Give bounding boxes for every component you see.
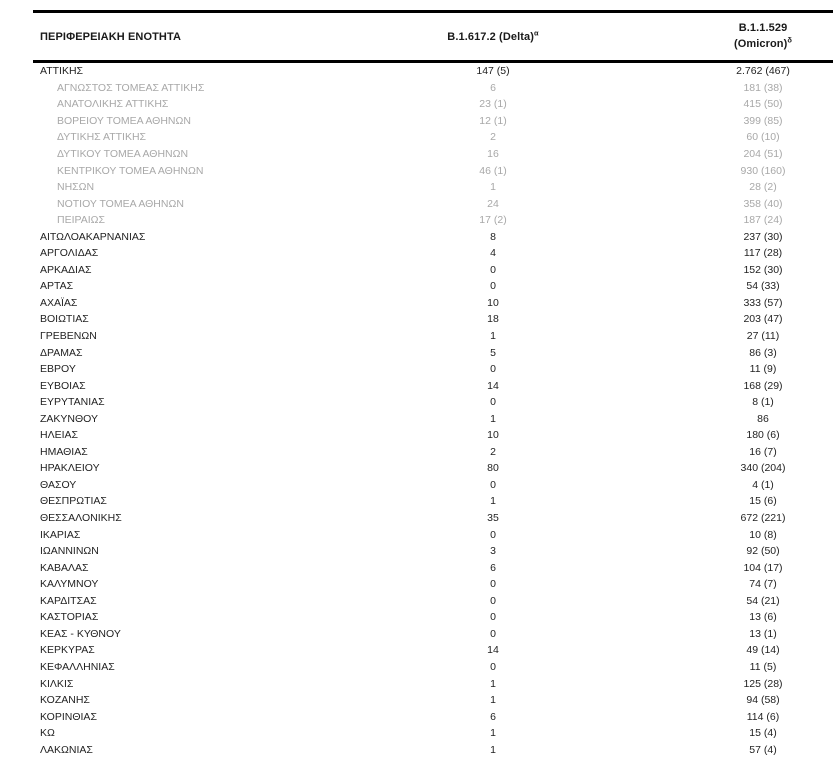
delta-cell: 2 bbox=[490, 445, 496, 458]
table-row bbox=[33, 692, 833, 709]
region-cell: ΗΜΑΘΙΑΣ bbox=[40, 445, 88, 458]
region-cell: ΚΑΒΑΛΑΣ bbox=[40, 561, 89, 574]
table-body bbox=[33, 63, 833, 758]
delta-cell: 1 bbox=[490, 743, 496, 756]
omicron-cell: 340 (204) bbox=[740, 462, 786, 475]
omicron-cell: 13 (6) bbox=[749, 611, 777, 624]
omicron-cell: 15 (6) bbox=[749, 495, 777, 508]
table-row bbox=[33, 129, 833, 146]
omicron-cell: 8 (1) bbox=[752, 396, 774, 409]
omicron-cell: 203 (47) bbox=[743, 313, 783, 326]
delta-cell: 8 bbox=[490, 230, 496, 243]
omicron-cell: 187 (24) bbox=[743, 214, 783, 227]
delta-cell: 10 bbox=[487, 296, 499, 309]
delta-cell: 80 bbox=[487, 462, 499, 475]
table-header-row bbox=[33, 10, 833, 63]
omicron-cell: 399 (85) bbox=[743, 114, 783, 127]
table-row bbox=[33, 741, 833, 758]
region-cell: ΕΒΡΟΥ bbox=[40, 363, 76, 376]
region-cell: ΕΥΒΟΙΑΣ bbox=[40, 379, 86, 392]
table-row bbox=[33, 444, 833, 461]
table-row bbox=[33, 626, 833, 643]
region-cell: ΑΓΝΩΣΤΟΣ ΤΟΜΕΑΣ ΑΤΤΙΚΗΣ bbox=[57, 81, 205, 94]
region-cell: ΘΑΣΟΥ bbox=[40, 478, 77, 491]
omicron-cell: 15 (4) bbox=[749, 727, 777, 740]
region-cell: ΚΟΡΙΝΘΙΑΣ bbox=[40, 710, 97, 723]
delta-cell: 1 bbox=[490, 495, 496, 508]
region-cell: ΓΡΕΒΕΝΩΝ bbox=[40, 330, 97, 343]
delta-footnote-marker: α bbox=[533, 27, 539, 37]
omicron-cell: 2.762 (467) bbox=[736, 65, 790, 78]
region-cell: ΚΕΝΤΡΙΚΟΥ ΤΟΜΕΑ ΑΘΗΝΩΝ bbox=[57, 164, 204, 177]
table-row bbox=[33, 195, 833, 212]
region-cell: ΚΕΡΚΥΡΑΣ bbox=[40, 644, 95, 657]
table-row bbox=[33, 609, 833, 626]
table-row bbox=[33, 146, 833, 163]
omicron-cell: 86 (3) bbox=[749, 346, 777, 359]
table-row bbox=[33, 510, 833, 527]
region-cell: ΔΥΤΙΚΗΣ ΑΤΤΙΚΗΣ bbox=[57, 131, 147, 144]
delta-cell: 0 bbox=[490, 280, 496, 293]
delta-cell: 0 bbox=[490, 660, 496, 673]
table-row bbox=[33, 278, 833, 295]
omicron-cell: 672 (221) bbox=[740, 512, 786, 525]
delta-cell: 1 bbox=[490, 412, 496, 425]
region-cell: ΑΡΓΟΛΙΔΑΣ bbox=[40, 247, 99, 260]
omicron-cell: 180 (6) bbox=[746, 429, 780, 442]
table-row bbox=[33, 328, 833, 345]
omicron-cell: 27 (11) bbox=[746, 330, 780, 343]
delta-cell: 0 bbox=[490, 528, 496, 541]
column-header-region bbox=[33, 31, 293, 43]
region-cell: ΝΟΤΙΟΥ ΤΟΜΕΑ ΑΘΗΝΩΝ bbox=[57, 197, 184, 210]
delta-cell: 18 bbox=[487, 313, 499, 326]
table-row bbox=[33, 675, 833, 692]
region-cell: ΑΙΤΩΛΟΑΚΑΡΝΑΝΙΑΣ bbox=[40, 230, 146, 243]
region-cell: ΚΑΡΔΙΤΣΑΣ bbox=[40, 594, 97, 607]
delta-cell: 10 bbox=[487, 429, 499, 442]
omicron-footnote-marker: δ bbox=[787, 34, 793, 44]
delta-cell: 0 bbox=[490, 478, 496, 491]
delta-cell: 14 bbox=[487, 379, 499, 392]
delta-cell: 0 bbox=[490, 578, 496, 591]
omicron-cell: 4 (1) bbox=[752, 478, 774, 491]
delta-cell: 35 bbox=[487, 512, 499, 525]
omicron-cell: 11 (9) bbox=[749, 363, 777, 376]
region-cell: ΙΚΑΡΙΑΣ bbox=[40, 528, 81, 541]
omicron-cell: 86 bbox=[757, 412, 769, 425]
region-cell: ΚΑΣΤΟΡΙΑΣ bbox=[40, 611, 99, 624]
delta-cell: 6 bbox=[490, 561, 496, 574]
omicron-cell: 237 (30) bbox=[743, 230, 783, 243]
region-cell: ΚΩ bbox=[40, 727, 55, 740]
omicron-cell: 333 (57) bbox=[743, 296, 783, 309]
table-row bbox=[33, 427, 833, 444]
region-cell: ΕΥΡΥΤΑΝΙΑΣ bbox=[40, 396, 105, 409]
region-cell: ΑΤΤΙΚΗΣ bbox=[40, 65, 84, 78]
column-header-omicron-line1: B.1.1.529 bbox=[738, 21, 788, 34]
table-row bbox=[33, 344, 833, 361]
delta-cell: 0 bbox=[490, 363, 496, 376]
region-cell: ΑΝΑΤΟΛΙΚΗΣ ΑΤΤΙΚΗΣ bbox=[57, 98, 169, 111]
region-cell: ΒΟΙΩΤΙΑΣ bbox=[40, 313, 89, 326]
delta-cell: 6 bbox=[490, 81, 496, 94]
table-row bbox=[33, 361, 833, 378]
delta-cell: 1 bbox=[490, 694, 496, 707]
table-row bbox=[33, 377, 833, 394]
omicron-cell: 125 (28) bbox=[743, 677, 783, 690]
omicron-cell: 49 (14) bbox=[746, 644, 780, 657]
table-row bbox=[33, 559, 833, 576]
omicron-cell: 168 (29) bbox=[743, 379, 783, 392]
region-cell: ΘΕΣΣΑΛΟΝΙΚΗΣ bbox=[40, 512, 122, 525]
delta-cell: 1 bbox=[490, 727, 496, 740]
table-row bbox=[33, 526, 833, 543]
delta-cell: 6 bbox=[490, 710, 496, 723]
region-cell: ΙΩΑΝΝΙΝΩΝ bbox=[40, 545, 99, 558]
omicron-cell: 54 (21) bbox=[746, 594, 780, 607]
delta-cell: 24 bbox=[487, 197, 499, 210]
table-row bbox=[33, 113, 833, 130]
table-row bbox=[33, 80, 833, 97]
table-row bbox=[33, 543, 833, 560]
region-cell: ΔΥΤΙΚΟΥ ΤΟΜΕΑ ΑΘΗΝΩΝ bbox=[57, 148, 189, 160]
delta-cell: 4 bbox=[490, 247, 496, 260]
region-cell: ΝΗΣΩΝ bbox=[57, 181, 95, 194]
delta-cell: 17 (2) bbox=[479, 214, 507, 227]
delta-cell: 46 (1) bbox=[479, 164, 507, 177]
table-row bbox=[33, 725, 833, 742]
variants-by-region-table bbox=[33, 10, 833, 758]
table-row bbox=[33, 659, 833, 676]
region-cell: ΚΙΛΚΙΣ bbox=[40, 677, 74, 690]
omicron-cell: 104 (17) bbox=[743, 561, 783, 574]
table-row bbox=[33, 96, 833, 113]
region-cell: ΘΕΣΠΡΩΤΙΑΣ bbox=[40, 495, 107, 508]
delta-cell: 1 bbox=[490, 677, 496, 690]
delta-cell: 2 bbox=[490, 131, 496, 144]
region-cell: ΗΛΕΙΑΣ bbox=[40, 429, 79, 442]
omicron-cell: 152 (30) bbox=[743, 263, 783, 276]
region-cell: ΗΡΑΚΛΕΙΟΥ bbox=[40, 462, 100, 475]
region-cell: ΔΡΑΜΑΣ bbox=[40, 346, 83, 359]
omicron-cell: 11 (5) bbox=[749, 660, 777, 673]
delta-cell: 147 (5) bbox=[476, 65, 510, 78]
table-row bbox=[33, 262, 833, 279]
table-row bbox=[33, 228, 833, 245]
region-cell: ΒΟΡΕΙΟΥ ΤΟΜΕΑ ΑΘΗΝΩΝ bbox=[57, 114, 191, 127]
column-header-delta bbox=[293, 27, 693, 43]
omicron-cell: 92 (50) bbox=[746, 545, 780, 558]
delta-cell: 0 bbox=[490, 611, 496, 624]
region-cell: ΠΕΙΡΑΙΩΣ bbox=[57, 214, 105, 227]
table-row bbox=[33, 593, 833, 610]
table-row bbox=[33, 311, 833, 328]
delta-cell: 0 bbox=[490, 396, 496, 409]
delta-cell: 1 bbox=[490, 330, 496, 343]
table-row bbox=[33, 460, 833, 477]
table-row bbox=[33, 642, 833, 659]
delta-cell: 0 bbox=[490, 594, 496, 607]
region-cell: ΚΕΦΑΛΛΗΝΙΑΣ bbox=[40, 660, 115, 673]
omicron-cell: 10 (8) bbox=[749, 528, 777, 541]
table-row bbox=[33, 212, 833, 229]
omicron-cell: 57 (4) bbox=[749, 743, 777, 756]
table-row bbox=[33, 708, 833, 725]
delta-cell: 5 bbox=[490, 346, 496, 359]
delta-cell: 0 bbox=[490, 263, 496, 276]
region-cell: ΖΑΚΥΝΘΟΥ bbox=[40, 412, 99, 425]
delta-cell: 16 bbox=[487, 148, 499, 160]
table-row bbox=[33, 493, 833, 510]
delta-cell: 3 bbox=[490, 545, 496, 558]
table-row bbox=[33, 179, 833, 196]
delta-cell: 14 bbox=[487, 644, 499, 657]
column-header-delta-label: B.1.617.2 (Delta) bbox=[447, 30, 534, 43]
region-cell: ΚΑΛΥΜΝΟΥ bbox=[40, 578, 99, 591]
region-cell: ΑΧΑΪΑΣ bbox=[40, 296, 78, 309]
omicron-cell: 54 (33) bbox=[746, 280, 780, 293]
omicron-cell: 16 (7) bbox=[749, 445, 777, 458]
table-row bbox=[33, 162, 833, 179]
omicron-cell: 415 (50) bbox=[743, 98, 783, 111]
omicron-cell: 28 (2) bbox=[749, 181, 777, 194]
omicron-cell: 358 (40) bbox=[743, 197, 783, 210]
omicron-cell: 13 (1) bbox=[749, 627, 777, 640]
region-cell: ΑΡΤΑΣ bbox=[40, 280, 74, 293]
table-row bbox=[33, 245, 833, 262]
column-header-region-label: ΠΕΡΙΦΕΡΕΙΑΚΗ ΕΝΟΤΗΤΑ bbox=[40, 30, 182, 43]
omicron-cell: 94 (58) bbox=[746, 694, 780, 707]
omicron-cell: 181 (38) bbox=[743, 81, 783, 94]
column-header-omicron bbox=[693, 21, 833, 53]
omicron-cell: 117 (28) bbox=[743, 247, 783, 260]
column-header-omicron-line2: (Omicron) bbox=[733, 37, 788, 50]
table-row bbox=[33, 576, 833, 593]
table-row bbox=[33, 295, 833, 312]
table-row bbox=[33, 394, 833, 411]
region-cell: ΚΕΑΣ - ΚΥΘΝΟΥ bbox=[40, 627, 121, 640]
delta-cell: 0 bbox=[490, 627, 496, 640]
omicron-cell: 60 (10) bbox=[746, 131, 780, 144]
region-cell: ΑΡΚΑΔΙΑΣ bbox=[40, 263, 92, 276]
omicron-cell: 204 (51) bbox=[743, 148, 783, 160]
table-row bbox=[33, 410, 833, 427]
delta-cell: 12 (1) bbox=[479, 114, 507, 127]
omicron-cell: 930 (160) bbox=[740, 164, 786, 177]
delta-cell: 1 bbox=[490, 181, 496, 194]
delta-cell: 23 (1) bbox=[479, 98, 507, 111]
region-cell: ΚΟΖΑΝΗΣ bbox=[40, 694, 90, 707]
table-row bbox=[33, 63, 833, 80]
omicron-cell: 74 (7) bbox=[749, 578, 777, 591]
region-cell: ΛΑΚΩΝΙΑΣ bbox=[40, 743, 93, 756]
omicron-cell: 114 (6) bbox=[746, 710, 780, 723]
table-row bbox=[33, 477, 833, 494]
